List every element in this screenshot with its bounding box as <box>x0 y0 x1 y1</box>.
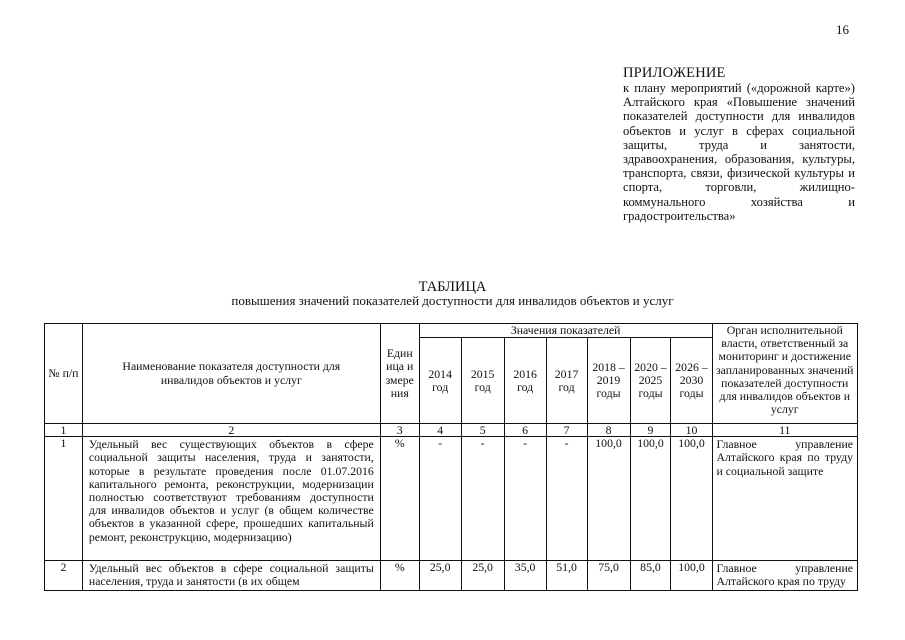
column-number: 3 <box>380 424 419 437</box>
table-row <box>45 437 858 561</box>
appendix-block <box>623 66 855 223</box>
row-value: 100,0 <box>671 437 712 561</box>
header-year: 2018 – 2019 годы <box>587 338 630 424</box>
row-num: 2 <box>45 561 83 590</box>
header-year: 2020 – 2025 годы <box>630 338 671 424</box>
row-value: - <box>546 437 587 561</box>
row-name: Удельный вес существующих объектов в сфере социальной защиты населения, труда и занятости, которые в результате проведения после 01.07.2016 капитального ремонта, реконструкции, модернизации полностью соответствуют требованиям доступности для инвалидов объектов и услуг (в общем количестве объектов в указанной сфере, прошедших капитальный ремонт, реконструкцию, модернизацию) <box>82 437 380 561</box>
column-number: 8 <box>587 424 630 437</box>
header-unit: Единица измерения <box>380 324 419 424</box>
header-name: Наименование показателя доступности для инвалидов объектов и услуг <box>82 324 380 424</box>
row-authority: Главное управление Алтайского края по труду и социальной защите <box>712 437 857 561</box>
row-value: - <box>461 437 504 561</box>
row-value: 25,0 <box>419 561 461 590</box>
row-value: 35,0 <box>504 561 546 590</box>
row-unit: % <box>380 561 419 590</box>
table-title: ТАБЛИЦА <box>418 279 487 295</box>
row-name: Удельный вес объектов в сфере социальной защиты населения, труда и занятости (в их общем <box>82 561 380 590</box>
page-number: 16 <box>836 22 849 37</box>
row-value: 100,0 <box>630 437 671 561</box>
indicators-table <box>44 323 858 591</box>
row-value: 100,0 <box>587 437 630 561</box>
table-subtitle: повышения значений показателей доступности для инвалидов объектов и услуг <box>231 293 674 308</box>
header-values-group: Значения показателей <box>419 324 712 338</box>
header-year: 2015 год <box>461 338 504 424</box>
column-number: 2 <box>82 424 380 437</box>
column-number: 11 <box>712 424 857 437</box>
appendix-text: к плану мероприятий («дорожной карте») Алтайского края «Повышение значений показателей доступности для инвалидов объектов и услуг в сферах социальной защиты, труда и занятости, здравоохранения, образования, культуры, транспорта, связи, физической культуры и спорта, торговли, жилищно-коммунального хозяйства и градостроительства» <box>623 81 855 223</box>
header-authority: Орган исполнительной власти, ответственный за мониторинг и достижение запланированных значений показателей доступности для инвалидов объектов и услуг <box>712 324 857 424</box>
column-number: 9 <box>630 424 671 437</box>
column-number: 4 <box>419 424 461 437</box>
row-value: - <box>419 437 461 561</box>
appendix-title: ПРИЛОЖЕНИЕ <box>623 65 726 81</box>
column-number: 10 <box>671 424 712 437</box>
row-unit: % <box>380 437 419 561</box>
row-value: 75,0 <box>587 561 630 590</box>
row-value: 85,0 <box>630 561 671 590</box>
header-year: 2017 год <box>546 338 587 424</box>
column-number: 6 <box>504 424 546 437</box>
row-value: 51,0 <box>546 561 587 590</box>
column-number: 7 <box>546 424 587 437</box>
row-value: 100,0 <box>671 561 712 590</box>
header-year: 2014 год <box>419 338 461 424</box>
table-row <box>45 561 858 590</box>
row-value: 25,0 <box>461 561 504 590</box>
row-value: - <box>504 437 546 561</box>
column-number: 1 <box>45 424 83 437</box>
row-authority: Главное управление Алтайского края по труду <box>712 561 857 590</box>
row-num: 1 <box>45 437 83 561</box>
header-year: 2016 год <box>504 338 546 424</box>
column-number: 5 <box>461 424 504 437</box>
header-num: № п/п <box>45 324 83 424</box>
header-year: 2026 – 2030 годы <box>671 338 712 424</box>
